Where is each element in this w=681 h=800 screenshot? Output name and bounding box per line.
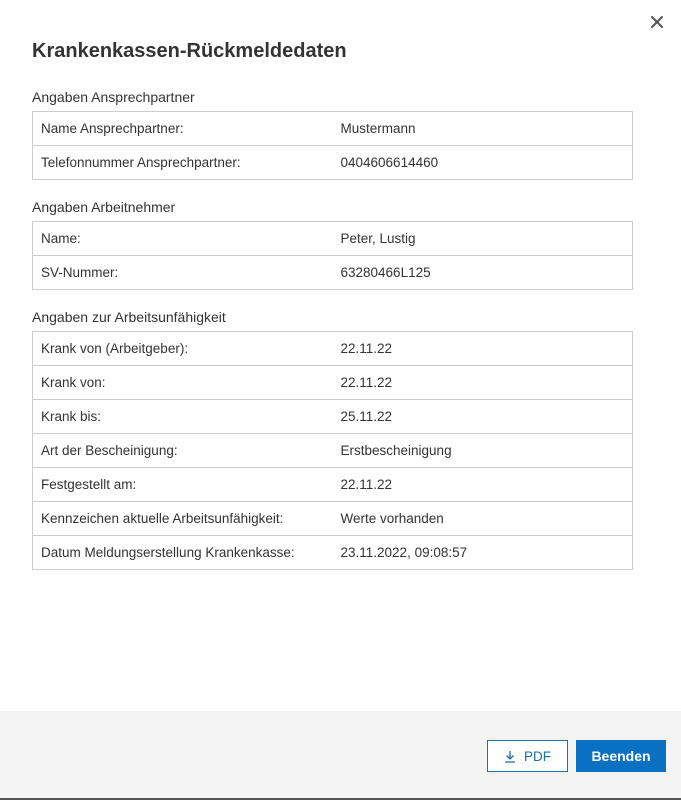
row-value: 63280466L125: [333, 256, 633, 290]
row-label: Krank bis:: [33, 400, 333, 434]
table-row: [33, 536, 633, 570]
row-label: Telefonnummer Ansprechpartner:: [33, 146, 333, 180]
section-incapacity: [32, 308, 633, 570]
table-row: [33, 366, 633, 400]
row-value: 22.11.22: [333, 332, 633, 366]
row-value: Werte vorhanden: [333, 502, 633, 536]
row-label: Datum Meldungserstellung Krankenkasse:: [33, 536, 333, 570]
row-value: 0404606614460: [333, 146, 633, 180]
table-row: [33, 222, 633, 256]
employee-table: [32, 221, 633, 290]
dialog-footer: [0, 711, 681, 798]
section-employee: [32, 198, 633, 290]
table-row: [33, 468, 633, 502]
table-row: [33, 434, 633, 468]
table-row: [33, 256, 633, 290]
table-row: [33, 112, 633, 146]
row-value: Erstbescheinigung: [333, 434, 633, 468]
section-heading: Angaben zur Arbeitsunfähigkeit: [32, 309, 226, 325]
table-row: [33, 502, 633, 536]
section-heading: Angaben Ansprechpartner: [32, 89, 195, 105]
pdf-button[interactable]: [487, 740, 568, 772]
row-label: Krank von:: [33, 366, 333, 400]
close-button[interactable]: [647, 12, 667, 32]
row-value: 23.11.2022, 09:08:57: [333, 536, 633, 570]
row-label: Krank von (Arbeitgeber):: [33, 332, 333, 366]
row-label: Name Ansprechpartner:: [33, 112, 333, 146]
row-value: Mustermann: [333, 112, 633, 146]
contact-table: [32, 111, 633, 180]
table-row: [33, 332, 633, 366]
section-contact: [32, 88, 633, 180]
end-button[interactable]: Beenden: [576, 740, 666, 772]
row-value: Peter, Lustig: [333, 222, 633, 256]
row-value: 22.11.22: [333, 366, 633, 400]
download-icon: [504, 750, 516, 763]
row-value: 25.11.22: [333, 400, 633, 434]
table-row: [33, 146, 633, 180]
table-row: [33, 400, 633, 434]
dialog-title: Krankenkassen-Rückmeldedaten: [32, 40, 347, 62]
incapacity-table: [32, 331, 633, 570]
dialog-content: [32, 88, 633, 588]
pdf-button-label: PDF: [524, 748, 551, 764]
row-label: Festgestellt am:: [33, 468, 333, 502]
row-label: SV-Nummer:: [33, 256, 333, 290]
row-label: Name:: [33, 222, 333, 256]
row-label: Kennzeichen aktuelle Arbeitsunfähigkeit:: [33, 502, 333, 536]
row-label: Art der Bescheinigung:: [33, 434, 333, 468]
section-heading: Angaben Arbeitnehmer: [32, 199, 176, 215]
row-value: 22.11.22: [333, 468, 633, 502]
close-icon: [647, 12, 667, 32]
